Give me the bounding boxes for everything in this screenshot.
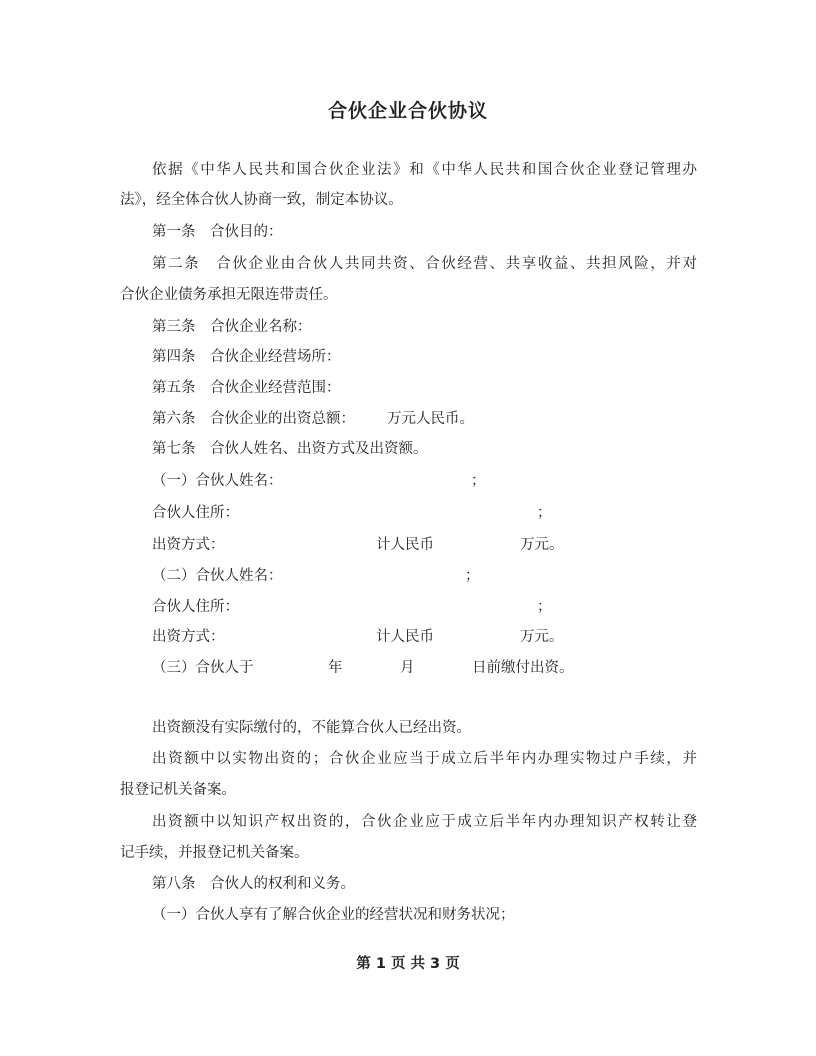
article-8: 第八条 合伙人的权利和义务。 — [152, 876, 355, 892]
article-6-unit: 万元人民币。 — [387, 411, 474, 427]
partner-2-name-end: ； — [465, 568, 480, 584]
article-2-line-2: 合伙企业债务承担无限连带责任。 — [120, 287, 338, 303]
partner-1-method-label: 出资方式： — [152, 537, 225, 553]
article-8-item-1: （一）合伙人享有了解合伙企业的经营状况和财务状况； — [152, 907, 515, 923]
note-3-line-1: 出资额中以知识产权出资的，合伙企业应于成立后半年内办理知识产权转让登 — [152, 814, 697, 830]
article-5: 第五条 合伙企业经营范围： — [152, 380, 341, 396]
note-3-line-2: 记手续，并报登记机关备案。 — [120, 845, 309, 861]
partner-3-label: （三）合伙人于 — [152, 660, 254, 676]
intro-line-1: 依据《中华人民共和国合伙企业法》和《中华人民共和国合伙企业登记管理办 — [152, 162, 697, 178]
partner-2-address-end: ； — [537, 599, 552, 615]
article-2-line-1: 第二条 合伙企业由合伙人共同共资、合伙经营、共享收益、共担风险，并对 — [152, 256, 697, 272]
partner-1-name-label: （一）合伙人姓名： — [152, 473, 283, 489]
note-1: 出资额没有实际缴付的，不能算合伙人已经出资。 — [152, 720, 471, 736]
intro-line-2: 法》，经全体合伙人协商一致，制定本协议。 — [120, 192, 403, 208]
partner-2-wan-label: 万元。 — [520, 629, 564, 645]
partner-3-month: 月 — [400, 660, 415, 676]
partner-1-rmb-label: 计人民币 — [376, 537, 434, 553]
partner-3-year: 年 — [328, 660, 343, 676]
note-2-line-2: 报登记机关备案。 — [120, 782, 236, 798]
note-2-line-1: 出资额中以实物出资的；合伙企业应当于成立后半年内办理实物过户手续，并 — [152, 751, 697, 767]
article-4: 第四条 合伙企业经营场所： — [152, 349, 341, 365]
article-6-label: 第六条 合伙企业的出资总额： — [152, 411, 355, 427]
partner-3-day: 日前缴付出资。 — [472, 660, 574, 676]
partner-2-method-label: 出资方式： — [152, 629, 225, 645]
article-3: 第三条 合伙企业名称： — [152, 319, 312, 335]
article-7: 第七条 合伙人姓名、出资方式及出资额。 — [152, 441, 428, 457]
partner-1-address-label: 合伙人住所： — [152, 505, 239, 521]
partner-2-rmb-label: 计人民币 — [376, 629, 434, 645]
partner-1-wan-label: 万元。 — [520, 537, 564, 553]
partner-2-name-label: （二）合伙人姓名： — [152, 568, 283, 584]
partner-2-address-label: 合伙人住所： — [152, 599, 239, 615]
page-footer: 第 1 页 共 3 页 — [356, 956, 460, 972]
partner-1-name-end: ； — [471, 473, 486, 489]
document-title: 合伙企业合伙协议 — [327, 100, 488, 122]
partner-1-address-end: ； — [537, 505, 552, 521]
article-1: 第一条 合伙目的： — [152, 224, 283, 240]
